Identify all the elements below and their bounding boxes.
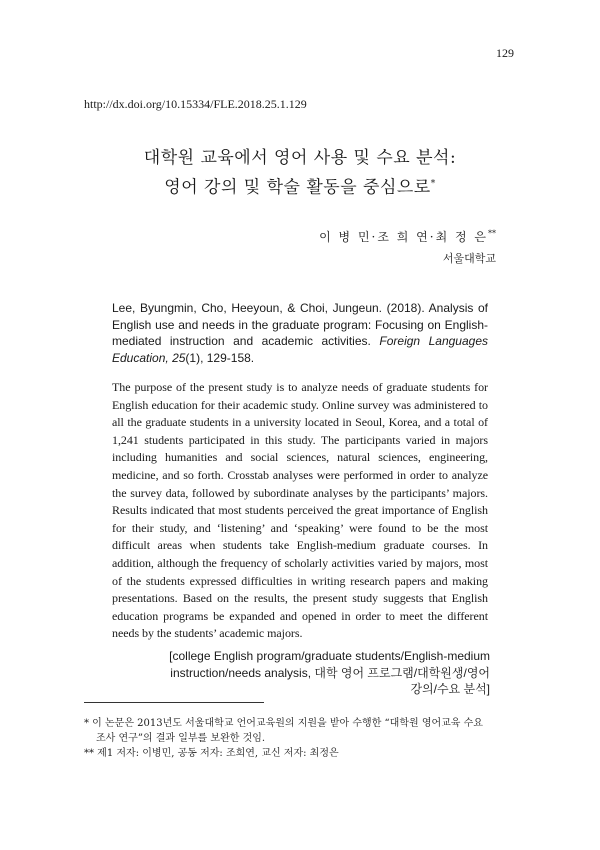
keywords-line-3: 강의/수요 분석]	[410, 682, 490, 696]
citation	[112, 300, 488, 366]
page-number: 129	[496, 46, 514, 60]
title-line-1: 대학원 교육에서 영어 사용 및 수요 분석:	[143, 148, 457, 168]
author-affiliation: 서울대학교	[442, 252, 496, 265]
keywords-line-1: [college English program/graduate students/English-medium	[169, 649, 490, 663]
citation-title: Analysis of English use and needs in the graduate program: Focusing on English-mediated instruction and academic activities.	[112, 301, 489, 348]
citation-authors-year: Lee, Byungmin, Cho, Heeyoun, & Choi, Jungeun. (2018).	[112, 301, 425, 315]
author-names-text: 이 병 민·조 희 연·최 정 은	[319, 230, 488, 244]
footnotes	[84, 716, 524, 761]
footnote-1-line-2: 조사 연구”의 결과 일부를 보완한 것임.	[96, 733, 266, 744]
keywords	[140, 648, 490, 698]
keywords-line-2: instruction/needs analysis, 대학 영어 프로그램/대학원생/영어	[170, 665, 490, 680]
author-footnote-mark: **	[488, 229, 496, 238]
abstract: The purpose of the present study is to analyze needs of graduate students for English education for their academic study. Online survey was administered to all the graduate students in a university located in Seoul, Korea, and a total of 1,241 students participated in this study. The participants varied in majors including humanities and social sciences, natural sciences, engineering, medicine, and so forth. Crosstab analyses were performed in order to analyze the survey data, followed by subordinate analyses by the participants’ majors. Results indicated that most students perceived the great importance of English for their study, and ‘listening’ and ‘speaking’ were found to be the most difficult areas when students take English-medium graduate courses. In addition, although the frequency of scholarly activities varied by majors, most of the students expressed difficulties in writing research papers and making presentations. Based on the results, the present study suggests that English education programs be expanded and opened in order to meet the different needs by the students’ academic majors.	[112, 380, 488, 641]
footnote-divider	[84, 702, 264, 703]
doi-link[interactable]: http://dx.doi.org/10.15334/FLE.2018.25.1.129	[84, 97, 307, 111]
title-line-2-text: 영어 강의 및 학술 활동을 중심으로	[164, 177, 431, 198]
citation-issue-pages: (1), 129-158.	[185, 350, 255, 365]
author-names	[319, 228, 496, 245]
citation-volume: 25	[172, 350, 186, 365]
title-line-2	[0, 171, 600, 201]
paper-title	[0, 145, 600, 201]
footnote-2: ** 제1 저자: 이병민, 공동 저자: 조희연, 교신 저자: 최정은	[84, 748, 339, 759]
title-footnote-mark: *	[430, 179, 436, 189]
citation-journal: Foreign Languages Education,	[112, 334, 488, 365]
footnote-1-line-1: * 이 논문은 2013년도 서울대학교 언어교육원의 지원을 받아 수행한 “대학원 영어교육 수요	[84, 718, 483, 729]
